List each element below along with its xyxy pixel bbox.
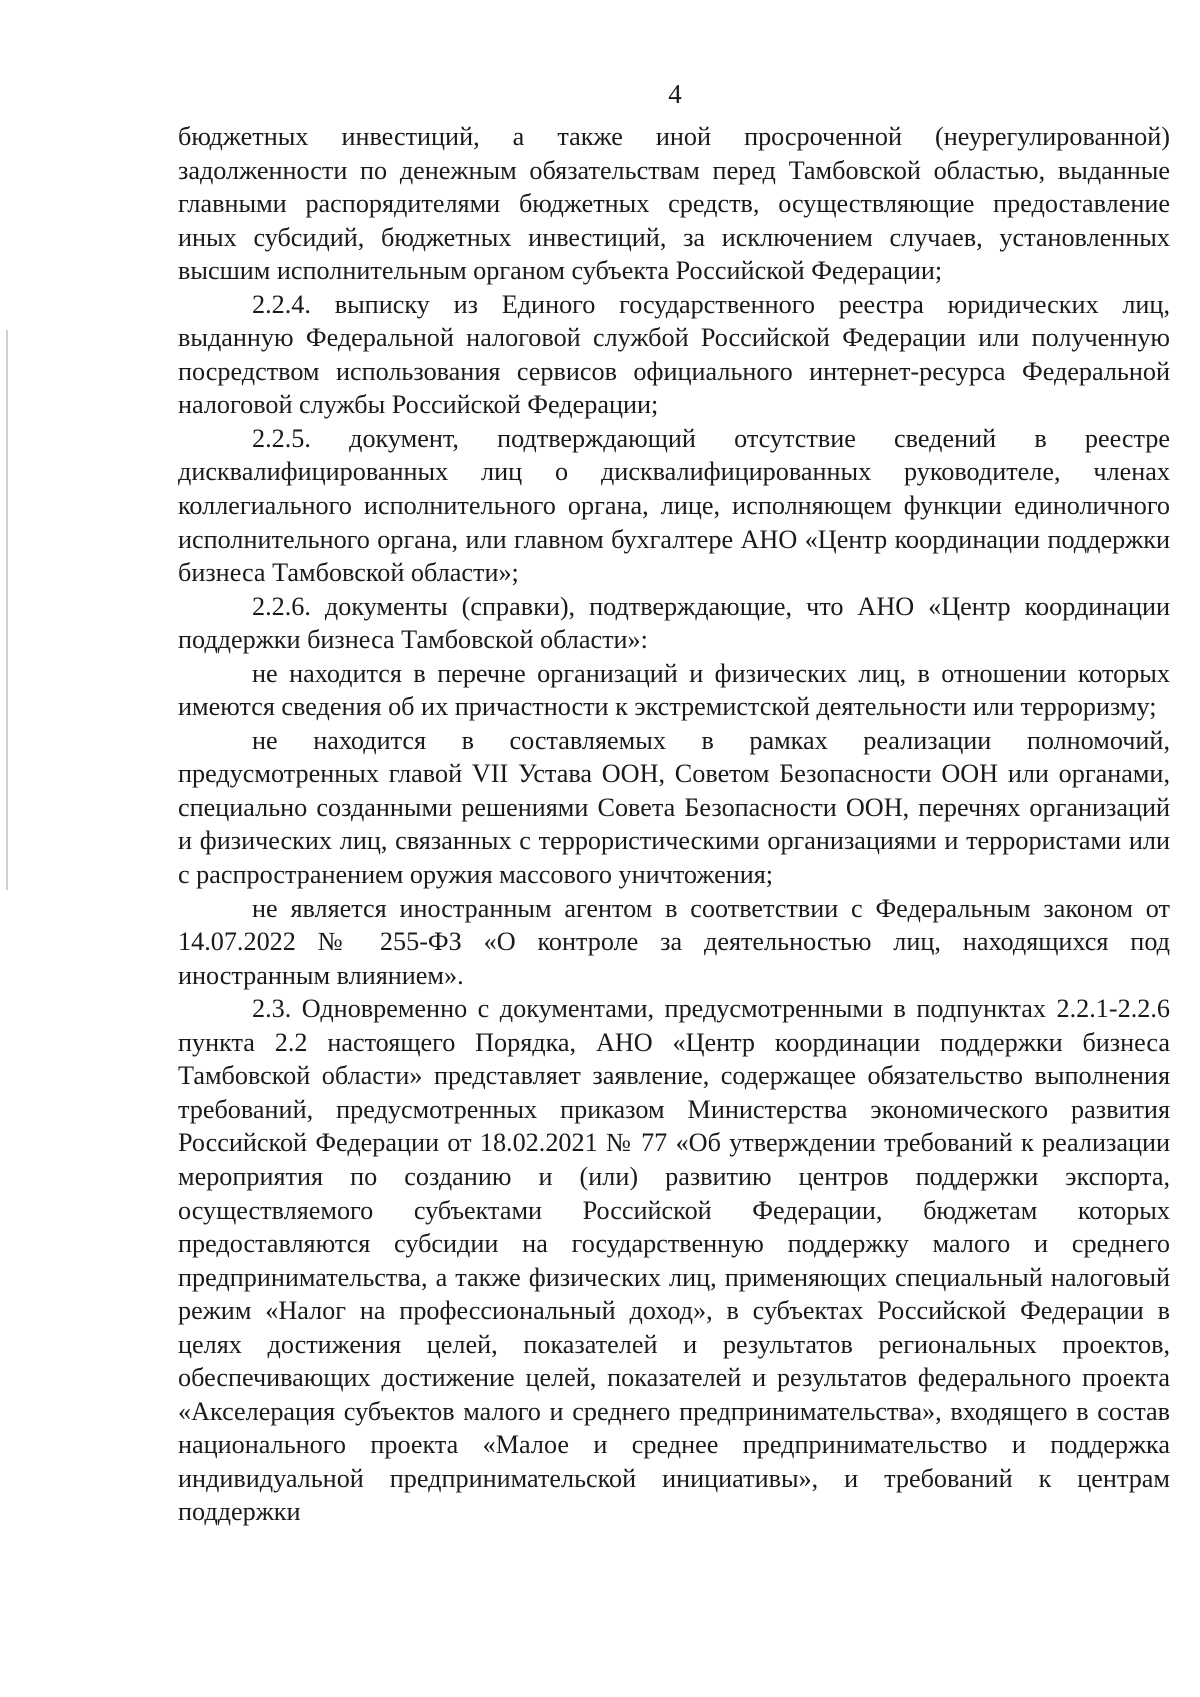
scan-edge-mark bbox=[6, 330, 8, 890]
paragraph-2-2-4: 2.2.4. выписку из Единого государственного реестра юридических лиц, выданную Федеральной налоговой службой Российской Федерации или полученную посредством использования сервисов официального интернет-ресурса Федеральной налоговой службы Российской Федерации; bbox=[178, 289, 1170, 420]
paragraph-extremism-list: не находится в перечне организаций и физических лиц, в отношении которых имеются сведения об их причастности к экстремистской деятельности или терроризму; bbox=[178, 658, 1170, 722]
page-number: 4 bbox=[668, 79, 682, 109]
paragraph-2-2-6: 2.2.6. документы (справки), подтверждающие, что АНО «Центр координации поддержки бизнеса Тамбовской области»: bbox=[178, 591, 1170, 655]
document-body bbox=[178, 120, 1170, 1529]
paragraph-2-3: 2.3. Одновременно с документами, предусмотренными в подпунктах 2.2.1-2.2.6 пункта 2.2 настоящего Порядка, АНО «Центр координации поддержки бизнеса Тамбовской области» представляет заявление, содержащее обязательство выполнения требований, предусмотренных приказом Министерства экономического развития Российской Федерации от 18.02.2021 № 77 «Об утверждении требований к реализации мероприятия по созданию и (или) развитию центров поддержки экспорта, осуществляемого субъектами Российской Федерации, бюджетам которых предоставляются субсидии на государственную поддержку малого и среднего предпринимательства, а также физических лиц, применяющих специальный налоговый режим «Налог на профессиональный доход», в субъектах Российской Федерации в целях достижения целей, показателей и результатов региональных проектов, обеспечивающих достижение целей, показателей и результатов федерального проекта «Акселерация субъектов малого и среднего предпринимательства», входящего в состав национального проекта «Малое и среднее предпринимательство и поддержка индивидуальной предпринимательской инициативы», и требований к центрам поддержки bbox=[178, 994, 1170, 1527]
paragraph-un-lists: не находится в составляемых в рамках реализации полномочий, предусмотренных главой VII Устава ООН, Советом Безопасности ООН или органами, специально созданными решениями Совета Безопасности ООН, перечнях организаций и физических лиц, связанных с террористическими организациями и террористами или с распространением оружия массового уничтожения; bbox=[178, 725, 1170, 890]
paragraph-debt-requirements: бюджетных инвестиций, а также иной просроченной (неурегулированной) задолженности по денежным обязательствам перед Тамбовской областью, выданные главными распорядителями бюджетных средств, осуществляющие предоставление иных субсидий, бюджетных инвестиций, за исключением случаев, установленных высшим исполнительным органом субъекта Российской Федерации; bbox=[178, 122, 1170, 286]
paragraph-2-2-5: 2.2.5. документ, подтверждающий отсутствие сведений в реестре дисквалифицированных лиц о дисквалифицированных руководителе, членах коллегиального исполнительного органа, лице, исполняющем функции единоличного исполнительного органа, или главном бухгалтере АНО «Центр координации поддержки бизнеса Тамбовской области»; bbox=[178, 423, 1170, 588]
paragraph-foreign-agent: не является иностранным агентом в соответствии с Федеральным законом от 14.07.2022 № 255-ФЗ «О контроле за деятельностью лиц, находящихся под иностранным влиянием». bbox=[178, 893, 1170, 990]
